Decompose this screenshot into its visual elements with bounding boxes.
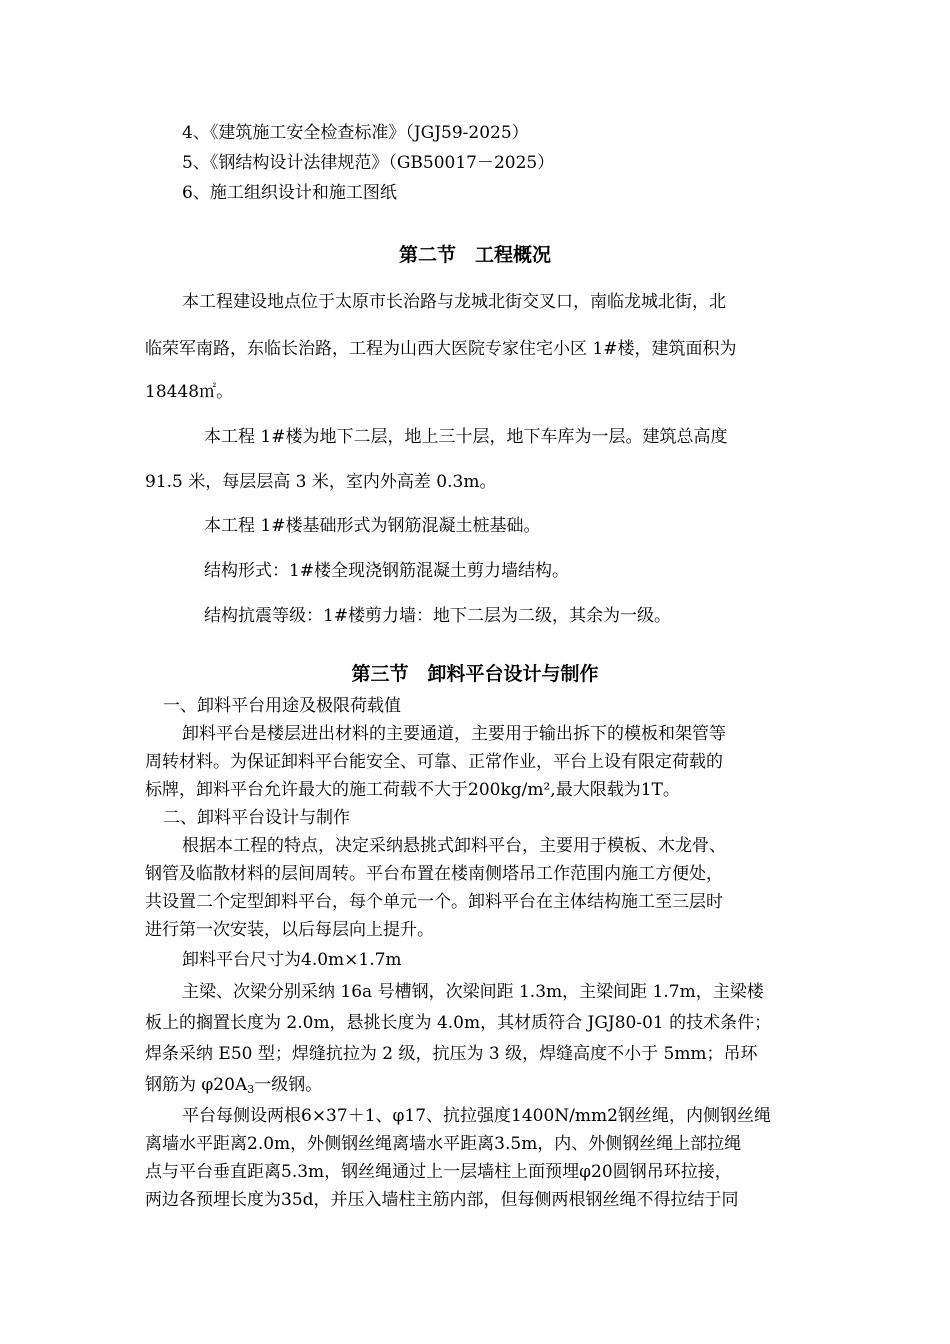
paragraph-line: 板上的搁置长度为 2.0m，悬挑长度为 4.0m，其材质符合 JGJ80-01 的技术条件； — [145, 1013, 772, 1033]
rebar-suffix: 一级钢。 — [254, 1075, 323, 1095]
paragraph-line: 根据本工程的特点，决定采纳悬挑式卸料平台，主要用于模板、木龙骨、 — [182, 836, 726, 856]
paragraph-line: 本工程 1#楼为地下二层，地上三十层，地下车库为一层。建筑总高度 — [204, 427, 728, 447]
paragraph-line: 焊条采纳 E50 型；焊缝抗拉为 2 级，抗压为 3 级，焊缝高度不小于 5mm；吊环 — [145, 1044, 758, 1064]
paragraph-line: 本工程 1#楼基础形式为钢筋混凝土桩基础。 — [204, 516, 541, 536]
paragraph-line: 离墙水平距离2.0m，外侧钢丝绳离墙水平距离3.5m，内、外侧钢丝绳上部拉绳 — [145, 1134, 742, 1154]
paragraph-line: 进行第一次安装，以后每层向上提升。 — [145, 920, 434, 940]
paragraph-line: 卸料平台是楼层进出材料的主要通道，主要用于输出拆下的模板和架管等 — [182, 724, 726, 744]
paragraph-line: 结构形式：1#楼全现浇钢筋混凝土剪力墙结构。 — [204, 561, 570, 581]
subheading: 一、卸料平台用途及极限荷载值 — [163, 696, 401, 716]
paragraph-line: 点与平台垂直距离5.3m，钢丝绳通过上一层墙柱上面预埋φ20圆钢吊环拉接， — [145, 1162, 732, 1182]
paragraph-line: 平台每侧设两根6×37＋1、φ17、抗拉强度1400N/mm2钢丝绳，内侧钢丝绳 — [182, 1106, 771, 1126]
rebar-prefix: 钢筋为 φ20A — [145, 1075, 248, 1095]
paragraph-line: 钢管及临散材料的层间周转。平台布置在楼南侧塔吊工作范围内施工方便处， — [145, 864, 723, 884]
section-heading: 第二节 工程概况 — [398, 244, 551, 266]
section-heading: 第三节 卸料平台设计与制作 — [351, 663, 599, 685]
rebar-subscript: 3 — [247, 1083, 255, 1096]
paragraph-line: 结构抗震等级：1#楼剪力墙：地下二层为二级，其余为一级。 — [204, 606, 672, 626]
paragraph-line: 共设置二个定型卸料平台，每个单元一个。卸料平台在主体结构施工至三层时 — [145, 892, 723, 912]
paragraph-line — [145, 1073, 322, 1102]
paragraph-line: 两边各预埋长度为35d，并压入墙柱主筋内部，但每侧两根钢丝绳不得拉结于同 — [145, 1190, 739, 1210]
paragraph-line: 91.5 米，每层层高 3 米，室内外高差 0.3m。 — [145, 472, 497, 492]
paragraph-line: 周转材料。为保证卸料平台能安全、可靠、正常作业，平台上设有限定荷载的 — [145, 752, 723, 772]
reference-item: 5、《钢结构设计法律规范》（GB50017－2025） — [182, 153, 555, 173]
reference-item: 4、《建筑施工安全检查标准》（JGJ59-2025） — [182, 123, 529, 143]
paragraph-line: 临荣军南路，东临长治路，工程为山西大医院专家住宅小区 1#楼，建筑面积为 — [145, 339, 737, 359]
paragraph-line: 卸料平台尺寸为4.0m×1.7m — [182, 950, 402, 970]
paragraph-line: 18448㎡。 — [145, 382, 234, 402]
paragraph-line: 本工程建设地点位于太原市长治路与龙城北街交叉口，南临龙城北街，北 — [182, 292, 726, 312]
paragraph-line: 主梁、次梁分别采纳 16a 号槽钢，次梁间距 1.3m，主梁间距 1.7m，主梁楼 — [182, 982, 764, 1002]
reference-item: 6、施工组织设计和施工图纸 — [182, 183, 397, 203]
paragraph-line: 标牌，卸料平台允许最大的施工荷载不大于200kg/m²,最大限载为1T。 — [145, 780, 680, 800]
subheading: 二、卸料平台设计与制作 — [163, 808, 350, 828]
